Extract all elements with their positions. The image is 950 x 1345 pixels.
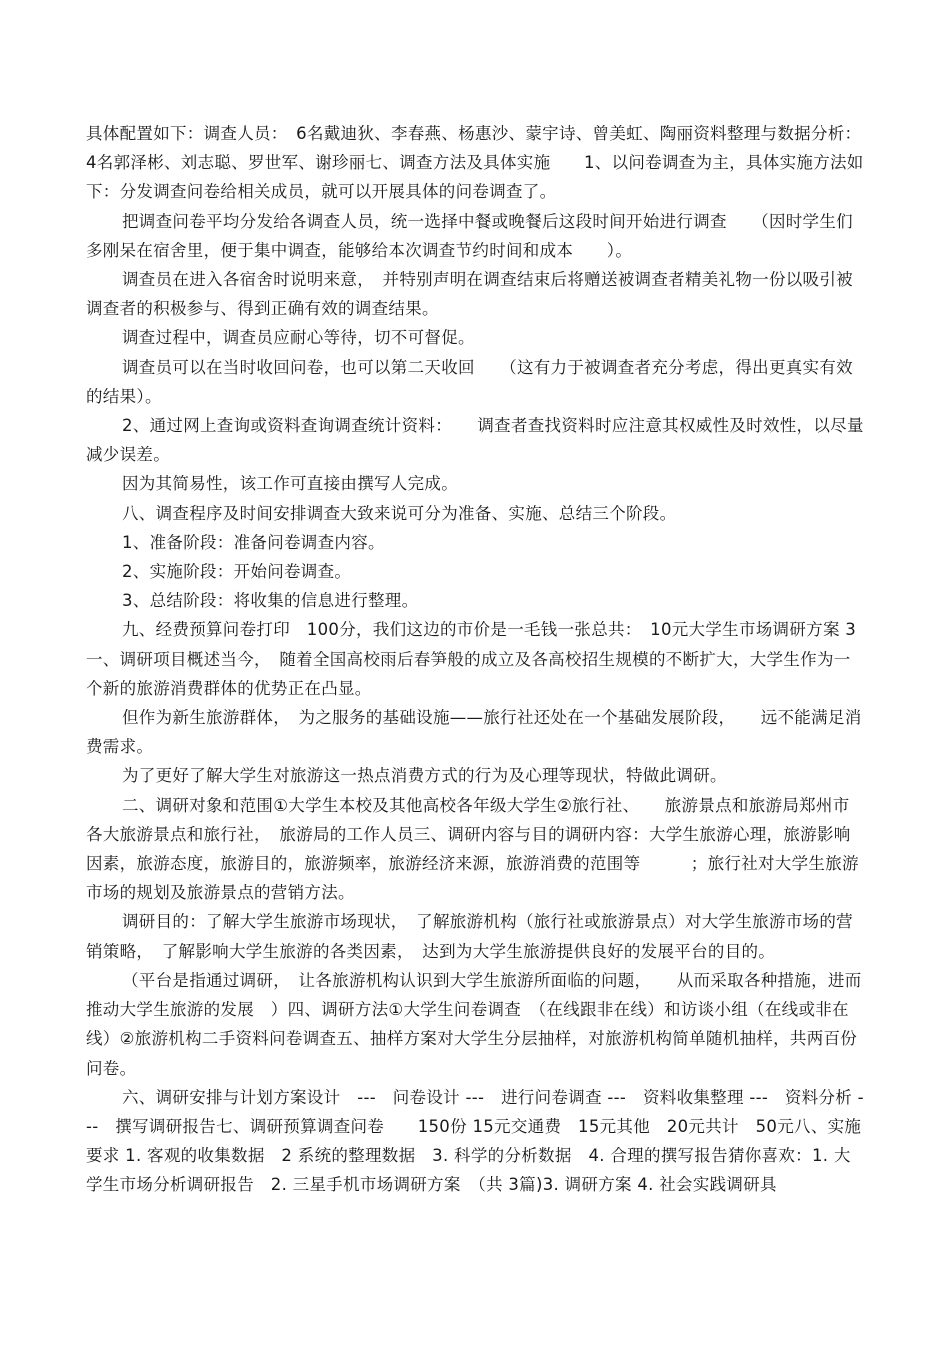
paragraph-stage-summary: 3、总结阶段：将收集的信息进行整理。	[122, 591, 419, 611]
paragraph-stage-prepare: 1、准备阶段：准备问卷调查内容。	[122, 532, 385, 552]
paragraph-collect-questionnaire: 调查员可以在当时收回问卷，也可以第二天收回 （这有力于被调查者充分考虑，得出更真实有效的结果）。	[86, 357, 853, 406]
paragraph-simplicity: 因为其简易性，该工作可直接由撰写人完成。	[122, 474, 458, 494]
paragraph-staffing: 具体配置如下：调查人员： 6名戴迪狄、李春燕、杨惠沙、蒙宇诗、曾美虹、陶丽资料整理与数据分析： 4名郭泽彬、刘志聪、罗世军、谢珍丽七、调查方法及具体实施 1、以问卷调查为主，具体实施方法如下：分发调查问卷给相关成员，就可以开展具体的问卷调查了。	[86, 124, 870, 202]
paragraph-research-method: （平台是指通过调研， 让各旅游机构认识到大学生旅游所面临的问题， 从而采取各种措施，进而推动大学生旅游的发展 ）四、调研方法①大学生问卷调查 （在线跟非在线）和访谈小组（在线或非在线）②旅游机构二手资料问卷调查五、抽样方案对大学生分层抽样，对旅游机构简单随机抽样，共两百份问卷。	[86, 970, 862, 1078]
paragraph-research-aim: 为了更好了解大学生对旅游这一热点消费方式的行为及心理等现状，特做此调研。	[122, 766, 727, 786]
paragraph-online-query: 2、通过网上查询或资料查询调查统计资料： 调查者查找资料时应注意其权威性及时效性，以尽量减少误差。	[86, 416, 864, 465]
paragraph-budget-overview: 九、经费预算问卷打印 100分，我们这边的市价是一毛钱一张总共： 10元大学生市场调研方案 3一、调研项目概述当今， 随着全国高校雨后春笋般的成立及各高校招生规模的不断扩大，大学生作为一个新的旅游消费群体的优势正在凸显。	[86, 620, 857, 698]
paragraph-wait-patiently: 调查过程中，调查员应耐心等待，切不可督促。	[122, 328, 475, 348]
paragraph-explain-purpose: 调查员在进入各宿舍时说明来意， 并特别声明在调查结束后将赠送被调查者精美礼物一份以吸引被调查者的积极参与、得到正确有效的调查结果。	[86, 270, 853, 319]
paragraph-section-procedure: 八、调查程序及时间安排调查大致来说可分为准备、实施、总结三个阶段。	[122, 503, 677, 523]
paragraph-research-scope: 二、调研对象和范围①大学生本校及其他高校各年级大学生②旅行社、 旅游景点和旅游局郑州市各大旅游景点和旅行社， 旅游局的工作人员三、调研内容与目的调研内容：大学生旅游心理，旅游影响因素，旅游态度，旅游目的，旅游频率，旅游经济来源，旅游消费的范围等 ；旅行社对大学生旅游市场的规划及旅游景点的营销方法。	[86, 795, 859, 903]
paragraph-schedule-budget: 六、调研安排与计划方案设计 --- 问卷设计 --- 进行问卷调查 --- 资料收集整理 --- 资料分析 --- 撰写调研报告七、调研预算调查问卷 150份 15元交通费 15元其他 20元共计 50元八、实施要求 1. 客观的收集数据 2 系统的整理数据 3. 科学的分析数据 4. 合理的撰写报告猜你喜欢：1. 大学生市场分析调研报告 2. 三星手机市场调研方案 （共 3篇)3. 调研方案 4. 社会实践调研具	[86, 1087, 864, 1195]
paragraph-distribute-questionnaire: 把调查问卷平均分发给各调查人员，统一选择中餐或晚餐后这段时间开始进行调查 （因时学生们多刚呆在宿舍里，便于集中调查，能够给本次调查节约时间和成本 ）。	[86, 211, 853, 260]
paragraph-research-goal: 调研目的：了解大学生旅游市场现状， 了解旅游机构（旅行社或旅游景点）对大学生旅游市场的营销策略， 了解影响大学生旅游的各类因素， 达到为大学生旅游提供良好的发展平台的目的。	[86, 912, 853, 961]
paragraph-stage-implement: 2、实施阶段：开始问卷调查。	[122, 562, 352, 582]
paragraph-new-tourism-group: 但作为新生旅游群体， 为之服务的基础设施——旅行社还处在一个基础发展阶段， 远不能满足消费需求。	[86, 708, 862, 757]
document-body	[86, 119, 870, 1200]
